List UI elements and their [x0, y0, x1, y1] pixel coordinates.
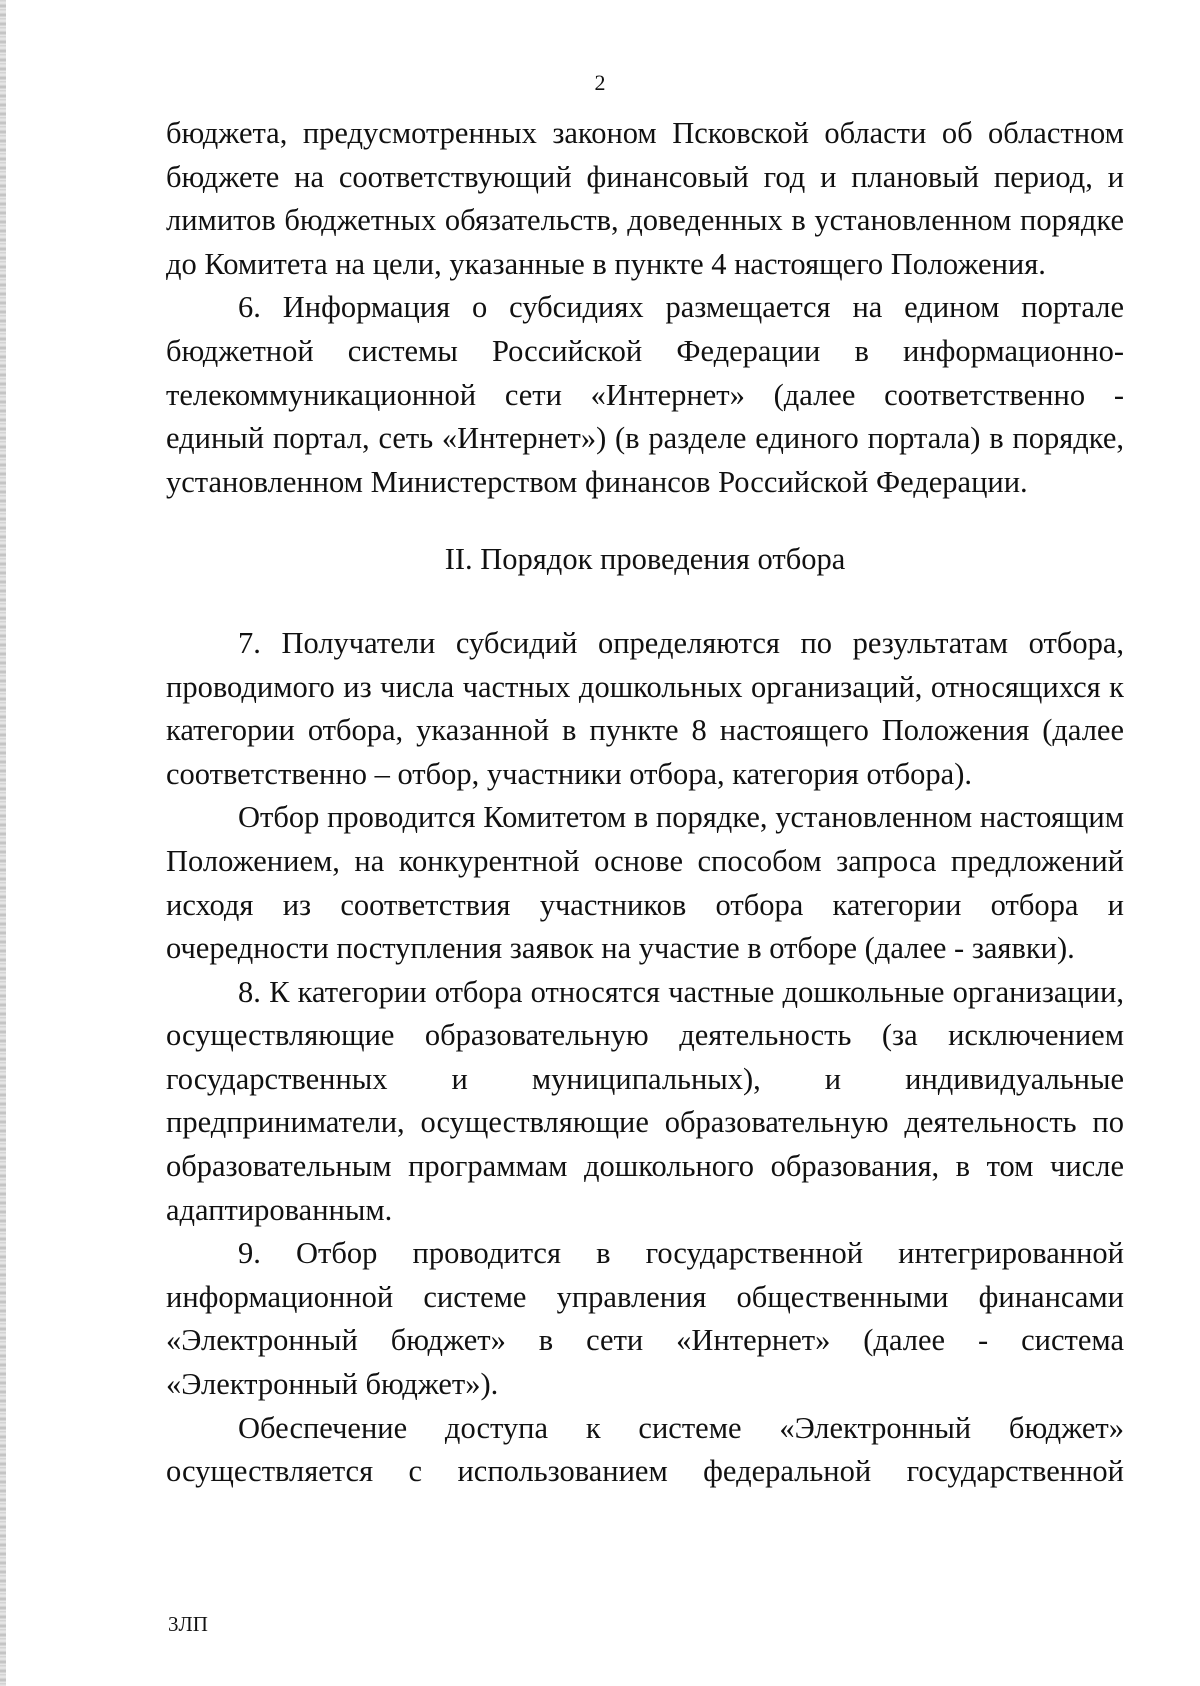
document-body [166, 112, 1124, 1494]
paragraph-9-access: Обеспечение доступа к системе «Электронный бюджет» осуществляется с использованием федеральной государственной [166, 1410, 1124, 1489]
paragraph-8: 8. К категории отбора относятся частные дошкольные организации, осуществляющие образовательную деятельность (за исключением государственных и муниципальных), и индивидуальные предприниматели, осуществляющие образовательную деятельность по образовательным программам дошкольного образования, в том числе адаптированным. [166, 974, 1124, 1227]
paragraph-continuation: бюджета, предусмотренных законом Псковской области об областном бюджете на соответствующий финансовый год и плановый период, и лимитов бюджетных обязательств, доведенных в установленном порядке до Комитета на цели, указанные в пункте 4 настоящего Положения. [166, 116, 1124, 281]
paragraph-9: 9. Отбор проводится в государственной интегрированной информационной системе управления общественными финансами «Электронный бюджет» в сети «Интернет» (далее - система «Электронный бюджет»). [166, 1236, 1124, 1402]
footer-code: 3ЛП [168, 1612, 208, 1636]
page-number: 2 [594, 70, 606, 95]
paragraph-7: 7. Получатели субсидий определяются по результатам отбора, проводимого из числа частных дошкольных организаций, относящихся к категории отбора, указанной в пункте 8 настоящего Положения (далее соответственно – отбор, участники отбора, категория отбора). [166, 625, 1124, 791]
scan-edge [0, 0, 6, 1686]
paragraph-7-selection: Отбор проводится Комитетом в порядке, установленном настоящим Положением, на конкурентной основе способом запроса предложений исходя из соответствия участников отбора категории отбора и очередности поступления заявок на участие в отборе (далее - заявки). [166, 800, 1124, 966]
paragraph-6: 6. Информация о субсидиях размещается на едином портале бюджетной системы Российской Федерации в информационно-телекоммуникационной сети «Интернет» (далее соответственно - единый портал, сеть «Интернет») (в разделе единого портала) в порядке, установленном Министерством финансов Российской Федерации. [166, 290, 1124, 499]
section-heading: II. Порядок проведения отбора [444, 542, 846, 577]
